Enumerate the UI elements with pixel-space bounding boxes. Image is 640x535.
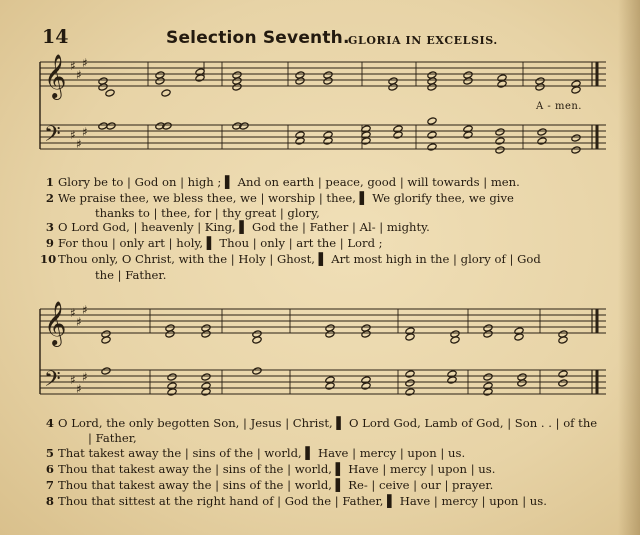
verse-continuation: | Father,	[88, 431, 137, 445]
note-head	[571, 134, 581, 142]
verse-number: 8	[45, 494, 54, 508]
amen-lyric: A - men.	[536, 101, 582, 112]
note-head	[105, 89, 115, 97]
note-head	[252, 367, 262, 375]
verse-number: 6	[45, 462, 54, 476]
verse-text: Thou that takest away the | sins of the | world, ▌ Re- | ceive | our | prayer.	[58, 478, 494, 492]
sharp-sign: ♯	[82, 370, 88, 384]
sharp-sign: ♯	[70, 128, 76, 142]
verse-text: We praise thee, we bless thee, we | worship | thee, ▌ We glorify thee, we give	[58, 191, 514, 205]
verse-number: 1	[45, 175, 54, 189]
sharp-sign: ♯	[76, 137, 82, 151]
sharp-sign: ♯	[70, 306, 76, 320]
note-head	[106, 122, 116, 130]
verse-text: O Lord, the only begotten Son, | Jesus | Christ, ▌ O Lord God, Lamb of God, | Son . . | of the	[58, 416, 598, 430]
note-head	[405, 379, 415, 387]
verse-text: Thou that sittest at the right hand of | God the | Father, ▌ Have | mercy | upon | us.	[58, 494, 547, 508]
treble-clef: 𝄞	[44, 54, 67, 98]
verse-number: 2	[45, 191, 54, 205]
note-head	[495, 128, 505, 136]
sharp-sign: ♯	[76, 68, 82, 82]
verse-number: 7	[45, 478, 54, 492]
note-head	[537, 137, 547, 145]
note-head	[405, 388, 415, 396]
note-head	[483, 373, 493, 381]
verse-continuation: the | Father.	[95, 268, 167, 282]
verse-text: Thou that takest away the | sins of the | world, ▌ Have | mercy | upon | us.	[58, 462, 496, 476]
page-number: 14	[42, 26, 69, 48]
treble-clef: 𝄞	[44, 301, 67, 345]
page-title: Selection Seventh.	[166, 28, 350, 48]
note-head	[537, 128, 547, 136]
verse-text: For thou | only art | holy, ▌ Thou | only | art the | Lord ;	[58, 236, 383, 250]
sharp-sign: ♯	[76, 315, 82, 329]
verse-number: 9	[45, 236, 54, 250]
note-head	[161, 89, 171, 97]
sharp-sign: ♯	[70, 373, 76, 387]
sharp-sign: ♯	[82, 125, 88, 139]
note-head	[427, 143, 437, 151]
note-head	[571, 146, 581, 154]
verse-text: That takest away the | sins of the | world, ▌ Have | mercy | upon | us.	[58, 446, 466, 460]
verse-number: 5	[45, 446, 54, 460]
page-subtitle: GLORIA IN EXCELSIS.	[348, 34, 498, 47]
sharp-sign: ♯	[82, 56, 88, 70]
verse-continuation: thanks to | thee, for | thy great | glory,	[95, 206, 320, 220]
note-head	[558, 379, 568, 387]
verse-number: 3	[45, 220, 54, 234]
note-head	[101, 367, 111, 375]
note-head	[495, 137, 505, 145]
verse-number: 4	[45, 416, 54, 430]
verse-text: Thou only, O Christ, with the | Holy | Ghost, ▌ Art most high in the | glory of | God	[58, 252, 541, 266]
verse-text: O Lord God, | heavenly | King, ▌ God the | Father | Al- | mighty.	[58, 220, 430, 234]
sharp-sign: ♯	[76, 382, 82, 396]
verse-number: 10	[40, 252, 57, 266]
verse-text: Glory be to | God on | high ; ▌ And on earth | peace, good | will towards | men.	[58, 175, 520, 189]
sharp-sign: ♯	[70, 59, 76, 73]
note-head	[558, 370, 568, 378]
sharp-sign: ♯	[82, 303, 88, 317]
note-head	[427, 117, 437, 125]
bass-clef: 𝄢	[44, 122, 61, 152]
note-head	[201, 373, 211, 381]
note-head	[405, 370, 415, 378]
note-head	[495, 146, 505, 154]
note-head	[427, 131, 437, 139]
note-head	[167, 373, 177, 381]
bass-clef: 𝄢	[44, 367, 61, 397]
